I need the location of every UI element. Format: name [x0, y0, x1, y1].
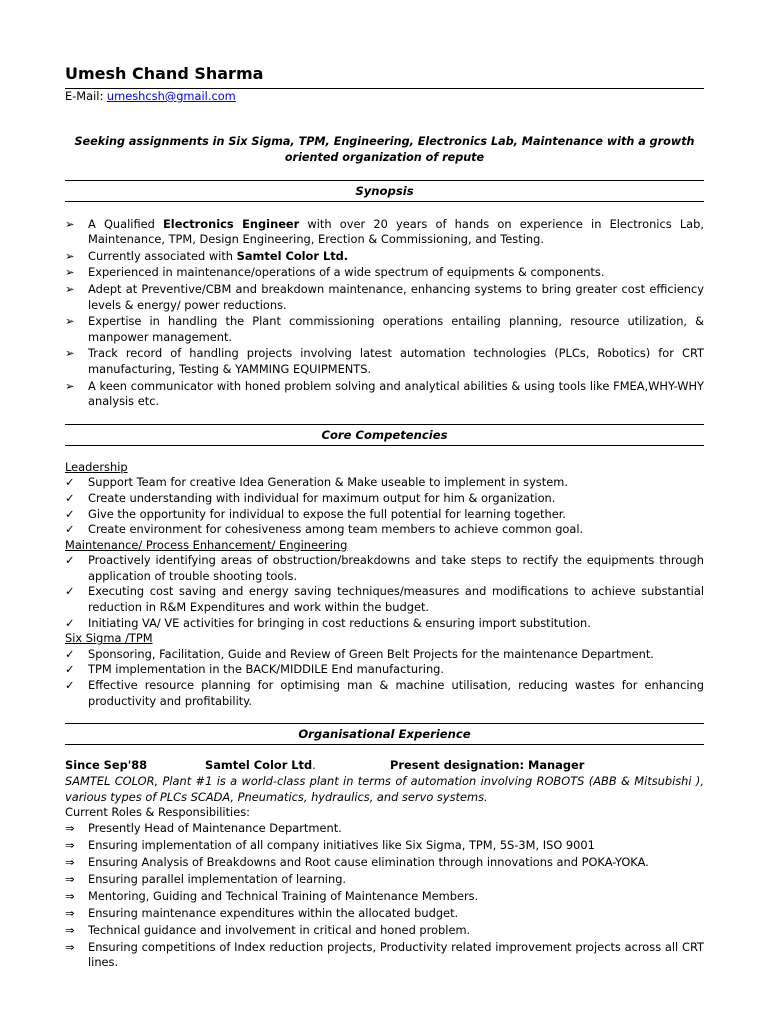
check-icon: ✓ [65, 490, 75, 505]
check-icon: ✓ [65, 475, 75, 490]
competency-text: Create environment for cohesiveness among team members to achieve common goal. [88, 522, 584, 537]
competency-item [65, 507, 704, 523]
competency-item [65, 491, 704, 507]
competency-item [65, 522, 704, 538]
arrow-bullet-icon: ➢ [65, 216, 75, 231]
synopsis-text: Adept at Preventive/CBM and breakdown maintenance, enhancing systems to bring greater cost efficiency levels & energy/ power reductions. [88, 281, 704, 312]
competency-item [65, 553, 704, 584]
arrow-bullet-icon: ➢ [65, 265, 75, 280]
role-text: Technical guidance and involvement in critical and honed problem. [88, 922, 471, 937]
implies-arrow-icon: ⇒ [65, 837, 75, 852]
experience-description: SAMTEL COLOR, Plant #1 is a world-class plant in terms of automation involving ROBOTS (ABB & Mitsubishi ), various types of PLCs SCADA, Pneumatics, hydraulics, and servo systems. [65, 774, 704, 804]
check-icon: ✓ [65, 615, 75, 630]
candidate-name: Umesh Chand Sharma [65, 64, 264, 83]
synopsis-item [65, 314, 704, 345]
synopsis-item [65, 217, 704, 248]
role-text: Presently Head of Maintenance Department. [88, 821, 342, 835]
check-icon: ✓ [65, 646, 75, 661]
role-text: Mentoring, Guiding and Technical Training of Maintenance Members. [88, 888, 479, 903]
competency-text: Support Team for creative Idea Generation & Make useable to implement in system. [88, 475, 568, 490]
section-heading-competencies: Core Competencies [65, 424, 704, 446]
objective-statement: Seeking assignments in Six Sigma, TPM, Engineering, Electronics Lab, Maintenance with a growth oriented organization of repute [74, 134, 695, 164]
competency-text: Sponsoring, Facilitation, Guide and Review of Green Belt Projects for the maintenance Department. [88, 646, 654, 661]
competency-item [65, 662, 704, 678]
implies-arrow-icon: ⇒ [65, 821, 75, 835]
check-icon: ✓ [65, 522, 75, 537]
role-item [65, 821, 704, 837]
synopsis-text: with over 20 years of hands on experience in Electronics Lab, Maintenance, TPM, Design Engineering, Erection & Commissioning, and Testing. [88, 216, 704, 247]
implies-arrow-icon: ⇒ [65, 905, 75, 920]
email-label: E-Mail: [65, 89, 107, 103]
experience-company: Samtel Color Ltd. [205, 758, 316, 773]
implies-arrow-icon: ⇒ [65, 854, 75, 869]
arrow-bullet-icon: ➢ [65, 378, 75, 393]
implies-arrow-icon: ⇒ [65, 871, 75, 886]
role-item [65, 923, 704, 939]
role-text: Ensuring parallel implementation of learning. [88, 871, 347, 886]
competency-item [65, 584, 704, 615]
role-text: Ensuring Analysis of Breakdowns and Root cause elimination through innovations and POKA-YOKA. [88, 854, 649, 869]
resume-page [65, 62, 704, 972]
synopsis-highlight: Samtel Color Ltd. [236, 248, 349, 263]
arrow-bullet-icon: ➢ [65, 314, 75, 329]
competency-item [65, 678, 704, 709]
competency-list [65, 553, 704, 631]
synopsis-text: Track record of handling projects involving latest automation technologies (PLCs, Robotics) for CRT manufacturing, Testing & YAMMING EQUIPMENTS. [88, 346, 704, 376]
role-text: Ensuring implementation of all company initiatives like Six Sigma, TPM, 5S-3M, ISO 9001 [88, 837, 595, 852]
synopsis-text: A Qualified [88, 216, 164, 231]
roles-label: Current Roles & Responsibilities: [65, 805, 251, 820]
synopsis-item [65, 379, 704, 410]
competency-item [65, 647, 704, 663]
section-heading-experience: Organisational Experience [65, 723, 704, 745]
competency-text: Effective resource planning for optimising man & machine utilisation, reducing wastes for enhancing productivity and profitability. [88, 678, 704, 708]
check-icon: ✓ [65, 678, 75, 693]
synopsis-list [65, 217, 704, 410]
competency-text: Initiating VA/ VE activities for bringing in cost reductions & ensuring import substitution. [88, 615, 591, 630]
check-icon: ✓ [65, 662, 75, 677]
email-line [65, 89, 704, 105]
check-icon: ✓ [65, 506, 75, 521]
competency-text: Executing cost saving and energy saving techniques/measures and modifications to achieve substantial reduction in R&M Expenditures and work within the budget. [88, 584, 704, 615]
competency-category: Maintenance/ Process Enhancement/ Engineering [65, 537, 348, 552]
role-item [65, 838, 704, 854]
experience-designation: Present designation: Manager [390, 758, 585, 773]
competency-list [65, 647, 704, 709]
synopsis-item [65, 249, 704, 265]
competency-item [65, 616, 704, 632]
role-item [65, 855, 704, 871]
synopsis-item [65, 282, 704, 313]
role-text: Ensuring competitions of Index reduction projects, Productivity related improvement projects across all CRT lines. [88, 939, 704, 970]
competency-list [65, 475, 704, 537]
arrow-bullet-icon: ➢ [65, 248, 75, 263]
competency-groups [65, 460, 704, 710]
check-icon: ✓ [65, 584, 75, 599]
synopsis-highlight: Electronics Engineer [163, 216, 300, 231]
synopsis-text: Experienced in maintenance/operations of a wide spectrum of equipments & components. [88, 265, 605, 280]
role-item [65, 906, 704, 922]
implies-arrow-icon: ⇒ [65, 939, 75, 954]
role-item [65, 872, 704, 888]
competency-category: Leadership [65, 459, 128, 474]
experience-header [65, 758, 704, 774]
competency-text: Create understanding with individual for maximum output for him & organization. [88, 490, 556, 505]
competency-text: Give the opportunity for individual to expose the full potential for learning together. [88, 506, 566, 521]
implies-arrow-icon: ⇒ [65, 922, 75, 937]
roles-list [65, 821, 704, 971]
competency-category: Six Sigma /TPM [65, 631, 153, 646]
implies-arrow-icon: ⇒ [65, 888, 75, 903]
synopsis-item [65, 346, 704, 377]
synopsis-text: A keen communicator with honed problem solving and analytical abilities & using tools like FMEA,WHY-WHY analysis etc. [88, 378, 704, 409]
competency-text: Proactively identifying areas of obstruction/breakdowns and take steps to rectify the equipments through application of trouble shooting tools. [88, 553, 704, 583]
synopsis-item [65, 265, 704, 281]
role-text: Ensuring maintenance expenditures within the allocated budget. [88, 905, 459, 920]
section-heading-synopsis: Synopsis [65, 180, 704, 202]
competency-item [65, 475, 704, 491]
check-icon: ✓ [65, 553, 75, 568]
synopsis-text: Currently associated with [88, 248, 237, 263]
arrow-bullet-icon: ➢ [65, 346, 75, 361]
experience-since: Since Sep'88 [65, 758, 148, 773]
arrow-bullet-icon: ➢ [65, 281, 75, 296]
role-item [65, 940, 704, 971]
email-link[interactable]: umeshcsh@gmail.com [106, 89, 236, 103]
synopsis-text: Expertise in handling the Plant commissioning operations entailing planning, resource utilization, & manpower management. [88, 314, 704, 344]
competency-text: TPM implementation in the BACK/MIDDILE End manufacturing. [88, 662, 445, 677]
role-item [65, 889, 704, 905]
